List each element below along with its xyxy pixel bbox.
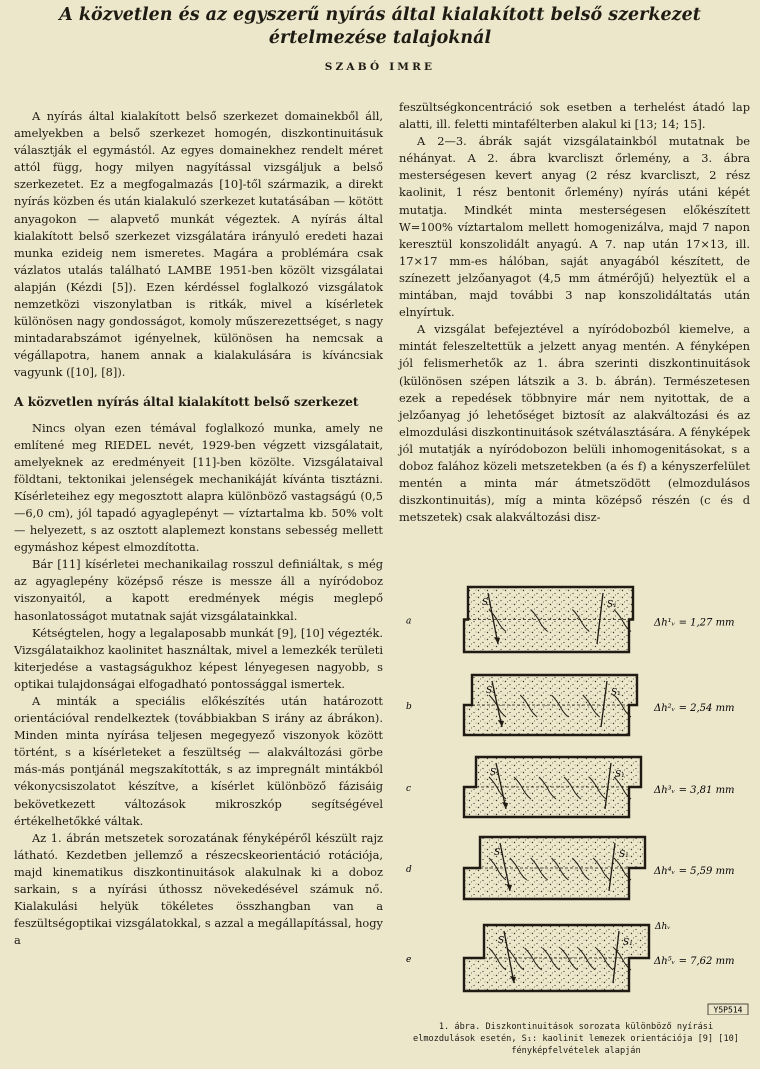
s1-label: S₁ (623, 938, 633, 948)
s1-label: S₁ (486, 686, 496, 696)
paragraph: Az 1. ábrán metszetek sorozatának fényképéről készült rajz látható. Kezdetben jellemző a részecskeorientáció rotációja, majd kinematikus diszkontinuitások alakulnak ki a doboz sarkain, s a nyírási úthossz növekedésével számuk nő. Kialakulási helyük tökéletes összhangban van a feszültségoptikai vizsgálatokkal, s azzal a megállapítással, hogy a (14, 830, 383, 948)
panel-letter: d (406, 865, 412, 875)
s1-label: S₁ (611, 688, 621, 698)
panel-letter: a (406, 616, 412, 627)
s1-label: S₁ (482, 598, 492, 608)
figure-code: Y5P514 (713, 1005, 743, 1015)
paragraph: A nyírás által kialakított belső szerkezet domainekből áll, amelyekben a belső szerkezet homogén, diszkontinuitásuk választják el egymástól. Az egyes domainekhez rendelt méret attól függ, hogy milyen nagyítással vizsgáljuk a belső szerkezetet. Ez a megfogalmazás [10]-től származik, a direkt nyírás közben és után kialakuló szerkezet kutatásában — kötött anyagokon — alapvető munkát végeztek. A nyírás által kialakított belső szerkezet vizsgálatára irányuló eredeti hazai munka ezideig nem ismeretes. Magára a problémára csak vázlatos utalás található LAMBE 1951-ben közölt vizsgálatai alapján (Kézdi [5]). Ezen kérdéssel foglalkozó vizsgálatok nemzetközi viszonylatban is ritkák, mivel a kísérletek különösen nagy gondosságot, komoly műszerezettséget, s nagy mintadarabszámot igényelnek, különösen ha nemcsak a végállapotra, hanem annak a kialakulására is kíváncsiak vagyunk ([10], [8]). (14, 109, 383, 380)
displacement-value: Δh⁴ᵥ = 5,59 mm (654, 866, 735, 877)
displacement-value: Δh³ᵥ = 3,81 mm (654, 785, 735, 796)
specimen-panel-b (406, 675, 735, 735)
paragraph: Bár [11] kísérletei mechanikailag rosszul definiáltak, s még az agyaglepény középső része is messze áll a nyíródoboz viszonyaitól, a kapott eredmények mégis meglepő hasonlatosságot mutatnak saját vizsgálatainkkal. (14, 557, 383, 623)
specimen-panel-c (406, 757, 735, 817)
paragraph: Nincs olyan ezen témával foglalkozó munka, amely ne említené meg RIEDEL nevét, 1929-ben végzett vizsgálatait, amelyeknek az eredményeit [11]-ben közölte. Vizsgálataival földtani, tektonikai jelenségek mechanikáját kívánta tisztázni. Kísérleteihez egy megosztott alapra különböző vastagságú (0,5—6,0 cm), jól tapadó agyaglepényt — víztartalma kb. 50% volt — helyezett, s az osztott alaplemezt konstans sebesség mellett egymáshoz képest elmozdította. (14, 420, 383, 555)
paragraph: A vizsgálat befejeztével a nyíródobozból kiemelve, a mintát feleszeltettük a jelzett anyag mentén. A fényképen jól felismerhetők az 1. ábra szerinti diszkontinuitások (különösen szépen látszik a 3. b. ábrán). Természetesen ezek a repedések többnyire már nem nyitottak, de a jelzőanyag jó lehetőséget biztosít az alakváltozási és az elmozdulási diszkontinuitások szétválasztására. A fényképek jól mutatják a nyíródobozon belüli inhomogenitásokat, s a doboz falához közeli metszetekben (a és f) a kényszerfelület mentén a minta már átmetszödött (elmozdulásos diszkontinuitás), míg a minta középső részén (c és d metszetek) csak alakváltozási disz- (399, 322, 750, 525)
article-title (20, 4, 740, 50)
paragraph: A 2—3. ábrák saját vizsgálatainkból mutatnak be néhányat. A 2. ábra kvarcliszt őrlemény, a 3. ábra mesterségesen kevert anyag (2 rész kvarcliszt, 2 rész kaolinit, 1 rész bentonit őrlemény) nyírás utáni képét mutatja. Mindkét minta mesterségesen előkészített W=100% víztartalom mellett homogenizálva, majd 7 napon keresztül konszolidált anyagú. A 7. nap után 17×13, ill. 17×17 mm-es hálóban, saját anyagából készített, de színezett jelzőanyagot (4,5 mm átmérőjű) helyeztük el a mintában, majd további 3 nap konszolidáltatás után elnyírtuk. (399, 134, 750, 320)
section-heading: A közvetlen nyírás által kialakított belső szerkezet (14, 394, 359, 409)
s1-label: S₁ (494, 848, 504, 858)
s1-label: S₁ (490, 768, 500, 778)
s1-label: S₁ (615, 770, 625, 780)
dh-label: Δhᵥ (655, 922, 671, 932)
displacement-value: Δh²ᵥ = 2,54 mm (654, 703, 735, 714)
figure-caption (406, 1021, 746, 1057)
title-line-1: A közvetlen és az egyszerű nyírás által kialakított belső szerkezet (59, 5, 701, 25)
s1-label: S₁ (619, 850, 629, 860)
panel-letter: e (406, 955, 412, 965)
paragraph: A minták a speciális előkészítés után határozott orientációval rendelkeztek (továbbiakban S irány az ábrákon). Minden minta nyírása teljesen megegyező viszonyok között történt, s a kísérleteket a feszültség — alakváltozási görbe más-más pontjánál megszakították, s az impregnált mintákból vékonycsiszolatot készítve, a kísérlet különböző fázisáig bekövetkezett változások mikroszkóp segítségével értékelhetőkké váltak. (14, 694, 383, 828)
specimen-panel-a (406, 587, 735, 652)
author: SZABÓ IMRE (324, 61, 436, 73)
title-line-2: értelmezése talajoknál (268, 28, 492, 48)
specimen-panel-e (406, 922, 735, 991)
caption-number: 1. ábra. (438, 1022, 481, 1032)
displacement-value: Δh¹ᵥ = 1,27 mm (654, 617, 735, 629)
right-column (399, 99, 750, 526)
figure-1-drawing (396, 575, 752, 1015)
paragraph: Kétségtelen, hogy a legalaposabb munkát [9], [10] végezték. Vizsgálataikhoz kaolinitet használtak, mivel a lemezkék területi kiterjedése a vastagságukhoz képest lényegesen nagyobb, s optikai tulajdonságai elfogadható pontossággal ismertek. (14, 625, 383, 691)
panel-letter: c (406, 784, 412, 794)
s1-label: S₁ (607, 600, 617, 610)
s1-label: S₁ (498, 936, 508, 946)
specimen-panel-d (406, 837, 735, 899)
left-column (14, 108, 383, 949)
displacement-value: Δh⁵ᵥ = 7,62 mm (654, 956, 735, 967)
paragraph: feszültségkoncentráció sok esetben a terhelést átadó lap alatti, ill. feletti mintafélterben alakul ki [13; 14; 15]. (399, 100, 750, 132)
panel-letter: b (406, 702, 412, 712)
caption-text: Diszkontinuitások sorozata különböző nyírási elmozdulások esetén, S₁: kaolinit lemezek orientációja [9] [10] fényképfelvételek alapján (413, 1022, 739, 1056)
